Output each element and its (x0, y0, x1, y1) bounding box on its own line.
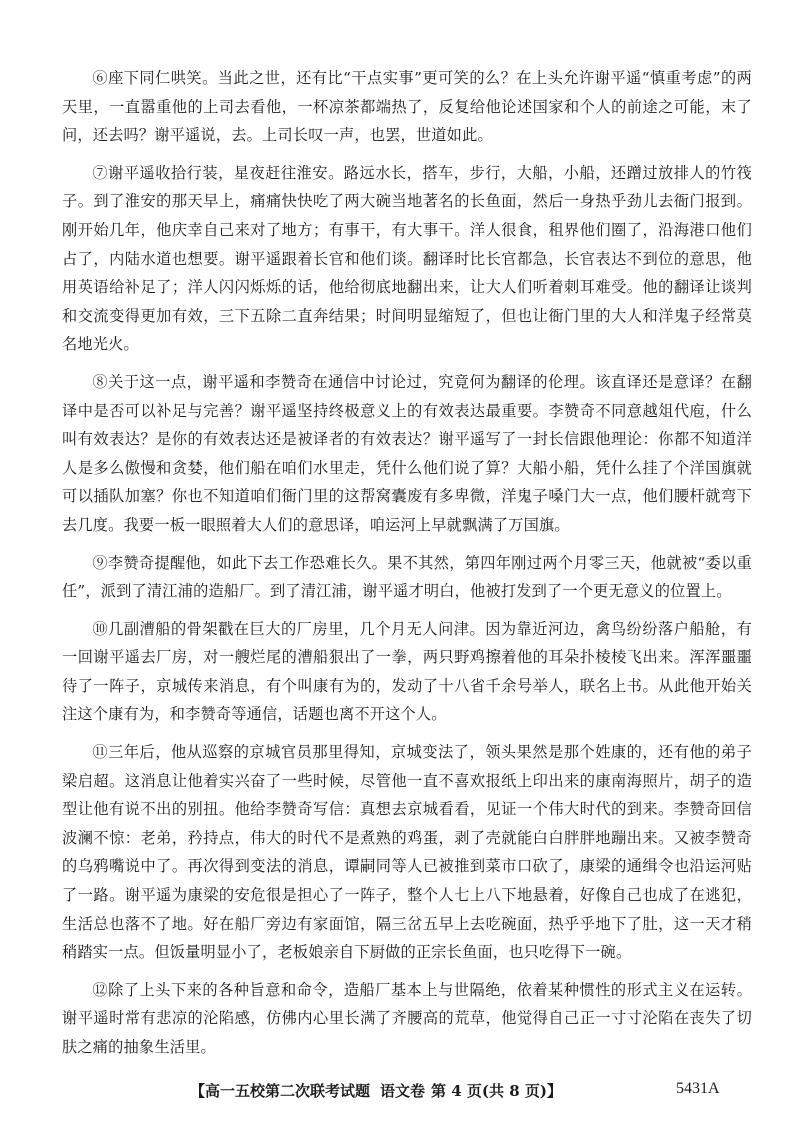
paragraph-7: ⑦谢平遥收拾行装，星夜赶往淮安。路远水长，搭车，步行，大船，小船，还蹭过放排人的竹筏子。到了淮安的那天早上，痛痛快快吃了两大碗当地著名的长鱼面，然后一身热乎劲儿去衙门报到。刚开始几年，他庆幸自己来对了地方；有事干，有大事干。洋人很食，租界他们圈了，沿海港口他们占了，内陆水道也想要。谢平遥跟着长官和他们谈。翻译时比长官都急，长官表达不到位的意思，他用英语给补足了；洋人闪闪烁烁的话，他给彻底地翻出来，让大人们听着刺耳难受。他的翻译让谈判和交流变得更加有效，三下五除二直奔结果；时间明显缩短了，但也让衙门里的大人和洋鬼子经常莫名地光火。 (62, 163, 752, 354)
paragraph-11: ⑪三年后，他从巡察的京城官员那里得知，京城变法了，领头果然是那个姓康的，还有他的弟子梁启超。这消息让他着实兴奋了一些时候，尽管他一直不喜欢报纸上印出来的康南海照片，胡子的造型让他有说不出的别扭。他给李赞奇写信：真想去京城看看，见证一个伟大时代的到来。李赞奇回信波澜不惊：老弟，矜持点，伟大的时代不是煮熟的鸡蛋，剥了壳就能白白胖胖地蹦出来。又被李赞奇的乌鸦嘴说中了。再次得到变法的消息，谭嗣同等人已被推到菜市口砍了，康梁的通缉令也沿运河贴了一路。谢平遥为康梁的安危很是担心了一阵子，整个人七上八下地悬着，好像自己也成了在逃犯，生活总也落不了地。好在船厂旁边有家面馆，隔三岔五早上去吃碗面，热乎乎地下了肚，这一天才稍稍踏实一点。但饭量明显小了，老板娘亲自下厨做的正宗长鱼面，也只吃得下一碗。 (62, 743, 752, 962)
paragraph-10: ⑩几副漕船的骨架戳在巨大的厂房里，几个月无人问津。因为靠近河边，禽鸟纷纷落户船舱，有一回谢平遥去厂房，对一艘烂尾的漕船狠出了一拳，两只野鸡擦着他的耳朵扑棱棱飞出来。浑浑噩噩待了一阵子，京城传来消息，有个叫康有为的，发动了十八省千余号举人，联名上书。从此他开始关注这个康有为，和李赞奇等通信，话题也离不开这个人。 (62, 619, 752, 724)
document-body (62, 64, 752, 1071)
paragraph-8: ⑧关于这一点，谢平遥和李赞奇在通信中讨论过，究竟何为翻译的伦理。该直译还是意译？在翻译中是否可以补足与完善？谢平遥坚持终极意义上的有效表达最重要。李赞奇不同意越俎代庖，什么叫有效表达？是你的有效表达还是被译者的有效表达？谢平遥写了一封长信跟他理论：你都不知道洋人是多么傲慢和贪婪，他们船在咱们水里走，凭什么他们说了算？大船小船，凭什么挂了个洋国旗就可以插队加塞？你也不知道咱们衙门里的这帮窝囊废有多卑微，洋鬼子嗓门大一点，他们腰杆就弯下去几度。我要一板一眼照着大人们的意思译，咱运河上早就飘满了万国旗。 (62, 372, 752, 534)
footer-exam-title: 【高一五校第二次联考试题 (190, 1082, 371, 1100)
footer-exam-info (190, 1080, 562, 1101)
footer-subject: 语文卷 (380, 1082, 426, 1100)
paragraph-12: ⑫除了上头下来的各种旨意和命令，造船厂基本上与世隔绝，依着某种惯性的形式主义在运转。谢平遥时常有悲凉的沦陷感，仿佛内心里长满了齐腰高的荒草，他觉得自己正一寸寸沦陷在丧失了切肤之痛的抽象生活里。 (62, 980, 752, 1056)
paragraph-6: ⑥座下同仁哄笑。当此之世，还有比“干点实事”更可笑的么？在上头允许谢平遥“慎重考虑”的两天里，一直嚣重他的上司去看他，一杯凉茶都端热了，反复给他论述国家和个人的前途之可能，末了问，还去吗？谢平遥说，去。上司长叹一声，也罢，世道如此。 (62, 69, 752, 145)
footer-paper-code: 5431A (676, 1080, 720, 1097)
page-footer (0, 1080, 800, 1110)
paragraph-9: ⑨李赞奇提醒他，如此下去工作恐难长久。果不其然，第四年刚过两个月零三天，他就被“委以重任”，派到了清江浦的造船厂。到了清江浦，谢平遥才明白，他被打发到了一个更无意义的位置上。 (62, 553, 752, 601)
footer-page-info: 第 4 页(共 8 页)】 (431, 1082, 562, 1100)
